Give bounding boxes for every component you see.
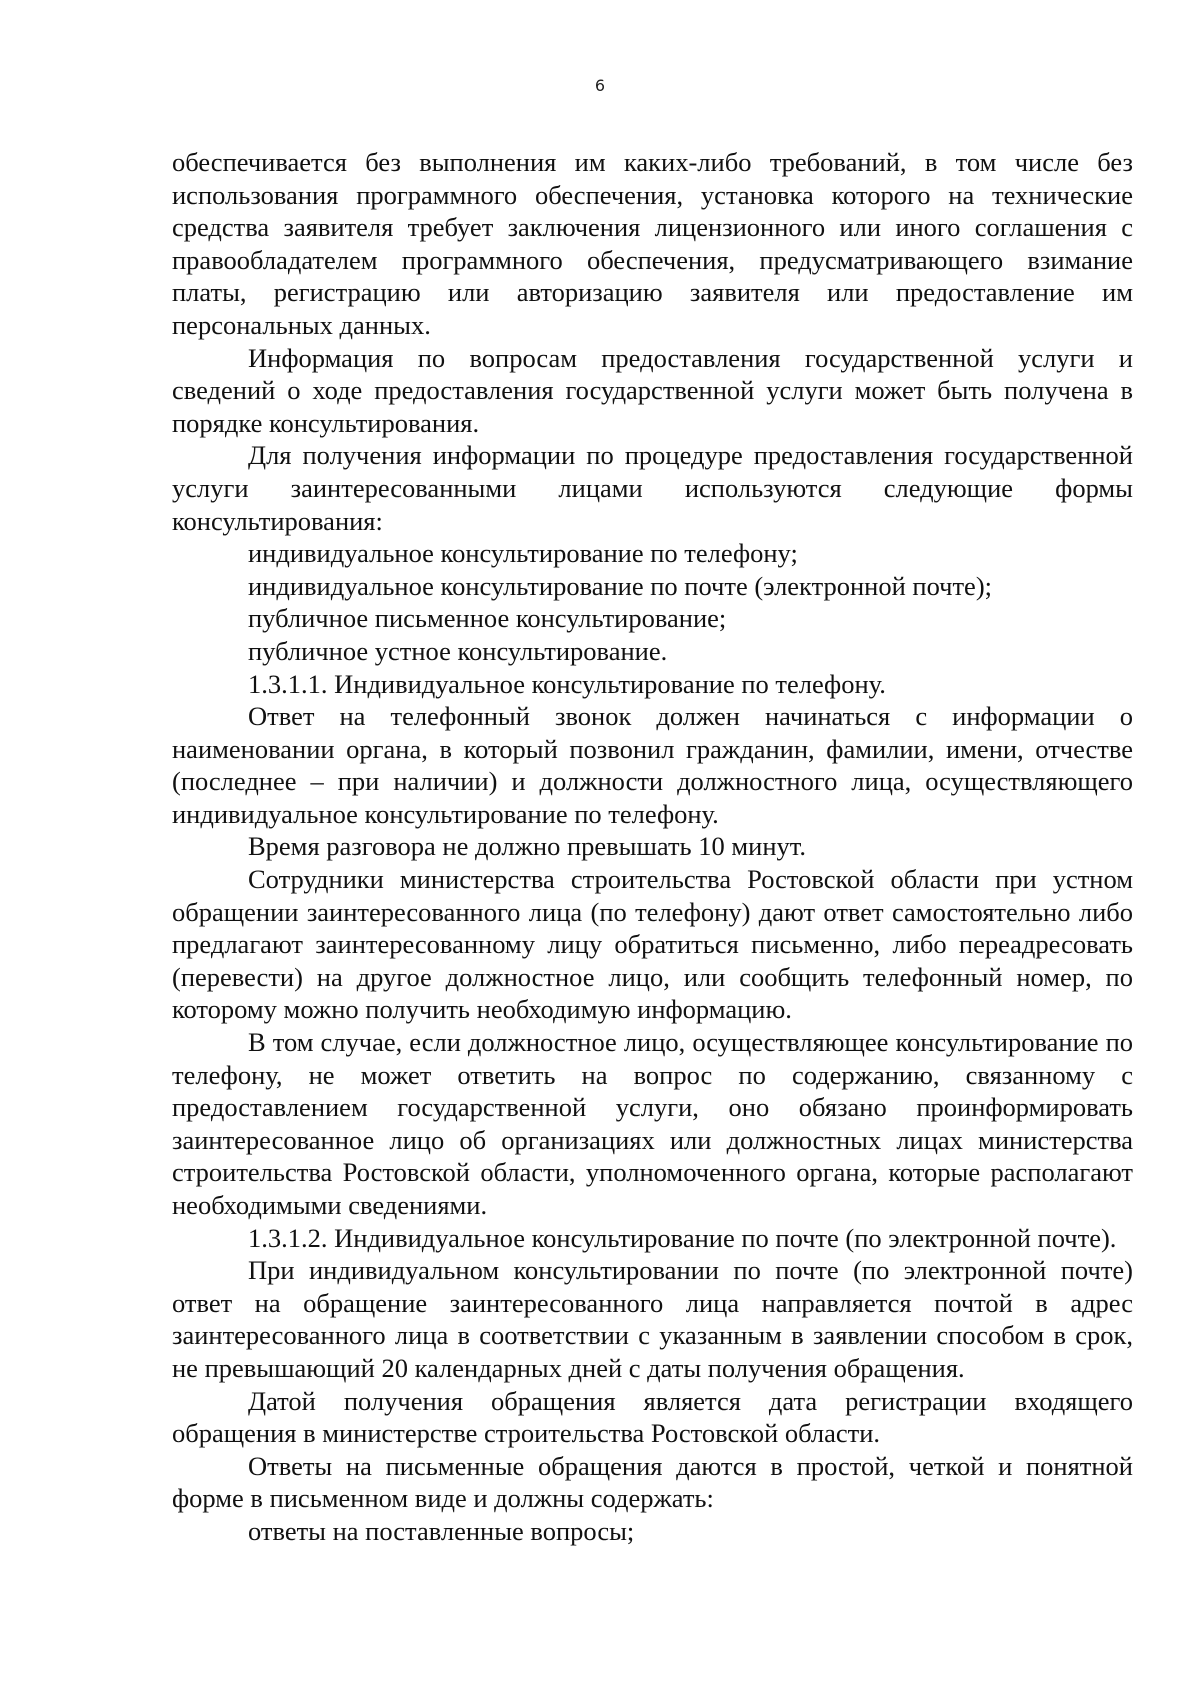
paragraph-receipt-date: Датой получения обращения является дата регистрации входящего обращения в министерстве строительства Ростовской области. bbox=[172, 1385, 1133, 1449]
paragraph-written-answers: Ответы на письменные обращения даются в простой, четкой и понятной форме в письменном виде и должны содержать: bbox=[172, 1450, 1133, 1514]
paragraph-cannot-answer: В том случае, если должностное лицо, осуществляющее консультирование по телефону, не может ответить на вопрос по содержанию, связанному с предоставлением государственной услуги, оно обязано проинформировать заинтересованное лицо об организациях или должностных лицах министерства строительства Ростовской области, уполномоченного органа, которые располагают необходимыми сведениями. bbox=[172, 1027, 1133, 1220]
paragraph-consultation-forms: Для получения информации по процедуре предоставления государственной услуги заинтересованными лицами используются следующие формы консультирования: bbox=[172, 440, 1133, 536]
list-item-public-oral: публичное устное консультирование. bbox=[248, 635, 668, 666]
section-heading-1-3-1-2: 1.3.1.2. Индивидуальное консультирование по почте (по электронной почте). bbox=[248, 1222, 1117, 1253]
paragraph-mail-answer: При индивидуальном консультировании по почте (по электронной почте) ответ на обращение заинтересованного лица направляется почтой в адрес заинтересованного лица в соответствии с указанным в заявлении способом в срок, не превышающий 20 календарных дней с даты получения обращения. bbox=[172, 1255, 1133, 1383]
paragraph-continuation: обеспечивается без выполнения им каких-либо требований, в том числе без использования программного обеспечения, установка которого на технические средства заявителя требует заключения лицензионного или иного соглашения с правообладателем программного обеспечения, предусматривающего взимание платы, регистрацию или авторизацию заявителя или предоставление им персональных данных. bbox=[172, 147, 1133, 340]
list-item-phone-consultation: индивидуальное консультирование по телефону; bbox=[248, 538, 798, 569]
list-item-public-written: публичное письменное консультирование; bbox=[248, 603, 727, 634]
list-item-mail-consultation: индивидуальное консультирование по почте (электронной почте); bbox=[248, 570, 993, 601]
paragraph-information: Информация по вопросам предоставления государственной услуги и сведений о ходе предоставления государственной услуги может быть получена в порядке консультирования. bbox=[172, 342, 1133, 438]
document-body bbox=[172, 146, 1133, 1548]
paragraph-ministry-staff: Сотрудники министерства строительства Ростовской области при устном обращении заинтересованного лица (по телефону) дают ответ самостоятельно либо предлагают заинтересованному лицу обратиться письменно, либо переадресовать (перевести) на другое должностное лицо, или сообщить телефонный номер, по которому можно получить необходимую информацию. bbox=[172, 864, 1133, 1025]
paragraph-phone-answer: Ответ на телефонный звонок должен начинаться с информации о наименовании органа, в который позвонил гражданин, фамилии, имени, отчестве (последнее – при наличии) и должности должностного лица, осуществляющего индивидуальное консультирование по телефону. bbox=[172, 701, 1133, 829]
section-heading-1-3-1-1: 1.3.1.1. Индивидуальное консультирование по телефону. bbox=[248, 668, 886, 699]
page-number: 6 bbox=[594, 76, 606, 95]
list-item-answers: ответы на поставленные вопросы; bbox=[248, 1515, 635, 1546]
paragraph-call-duration: Время разговора не должно превышать 10 минут. bbox=[248, 831, 806, 862]
